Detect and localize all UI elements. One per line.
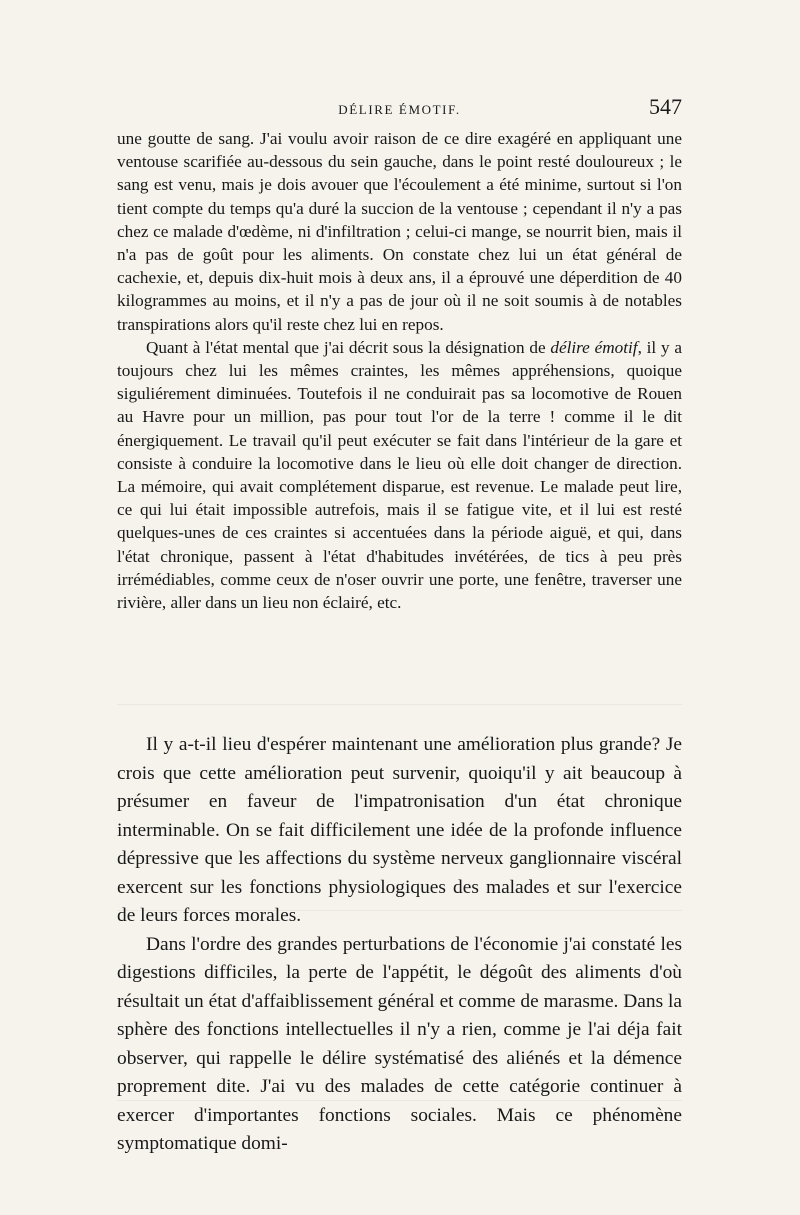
paragraph-mental-state <box>117 336 682 614</box>
paper-show-through-line <box>117 704 682 705</box>
paragraph-mental-state-before: Quant à l'état mental que j'ai décrit sous la désignation de <box>146 337 551 357</box>
paragraph-improvement: Il y a-t-il lieu d'espérer maintenant une amélioration plus grande? Je crois que cette amélioration peut survenir, quoiqu'il y ait beaucoup à présumer en faveur de l'impatronisation d'un état chronique interminable. On se fait difficilement une idée de la profonde influence dépressive que les affections du système nerveux ganglionnaire viscéral exercent sur les fonctions physiologiques des malades et sur l'exercice de leurs forces morales. <box>117 734 682 926</box>
running-title: DÉLIRE ÉMOTIF. <box>338 102 461 117</box>
paragraph-perturbations: Dans l'ordre des grandes perturbations de l'économie j'ai constaté les digestions difficiles, la perte de l'appétit, le dégoût des aliments d'où résultait un état d'affaiblissement général et comme de marasme. Dans la sphère des fonctions intellectuelles il n'y a rien, comme je l'ai déja fait observer, qui rappelle le délire systématisé des aliénés et la démence proprement dite. J'ai vu des malades de cette catégorie continuer à exercer d'importantes fonctions sociales. Mais ce phénomène symptomatique domi- <box>117 933 682 1154</box>
italic-term: délire émotif <box>550 337 638 357</box>
running-head <box>117 94 682 120</box>
page-number: 547 <box>649 94 682 119</box>
paper-show-through-line <box>117 910 682 911</box>
paper-show-through-line <box>117 1100 682 1101</box>
quoted-case-text <box>117 127 682 614</box>
paragraph-mental-state-after: , il y a toujours chez lui les mêmes craintes, les mêmes appréhensions, quoique siguliérement diminuées. Toutefois il ne conduirait pas sa locomotive de Rouen au Havre pour un million, pas pour tout l'or de la terre ! comme il le dit énergiquement. Le travail qu'il peut exécuter se fait dans l'intérieur de la gare et consiste à conduire la locomotive dans le lieu où elle doit changer de direction. La mémoire, qui avait complétement disparue, est revenue. Le malade peut lire, ce qui lui était impossible autrefois, mais il se fatigue vite, et il lui est resté quelques-unes de ces craintes si accentuées dans la période aiguë, et qui, dans l'état chronique, passent à l'état d'habitudes invétérées, de tics à peu près irrémédiables, comme ceux de n'oser ouvrir une porte, une fenêtre, traverser une rivière, aller dans un lieu non éclairé, etc. <box>117 337 682 613</box>
paragraph-case-note: une goutte de sang. J'ai voulu avoir raison de ce dire exagéré en appliquant une ventouse scarifiée au-dessous du sein gauche, dans le point resté douloureux ; le sang est venu, mais je dois avouer que l'écoulement a été minime, surtout si l'on tient compte du temps qu'a duré la succion de la ventouse ; cependant il n'y a pas chez ce malade d'œdème, ni d'infiltration ; celui-ci mange, se nourrit bien, mais il n'a pas de goût pour les aliments. On constate chez lui un état général de cachexie, et, depuis dix-huit mois à deux ans, il a éprouvé une déperdition de 40 kilogrammes au moins, et il n'y a pas de jour où il ne soit soumis à de notables transpirations alors qu'il reste chez lui en repos. <box>117 129 682 334</box>
main-commentary-text <box>117 731 682 1159</box>
